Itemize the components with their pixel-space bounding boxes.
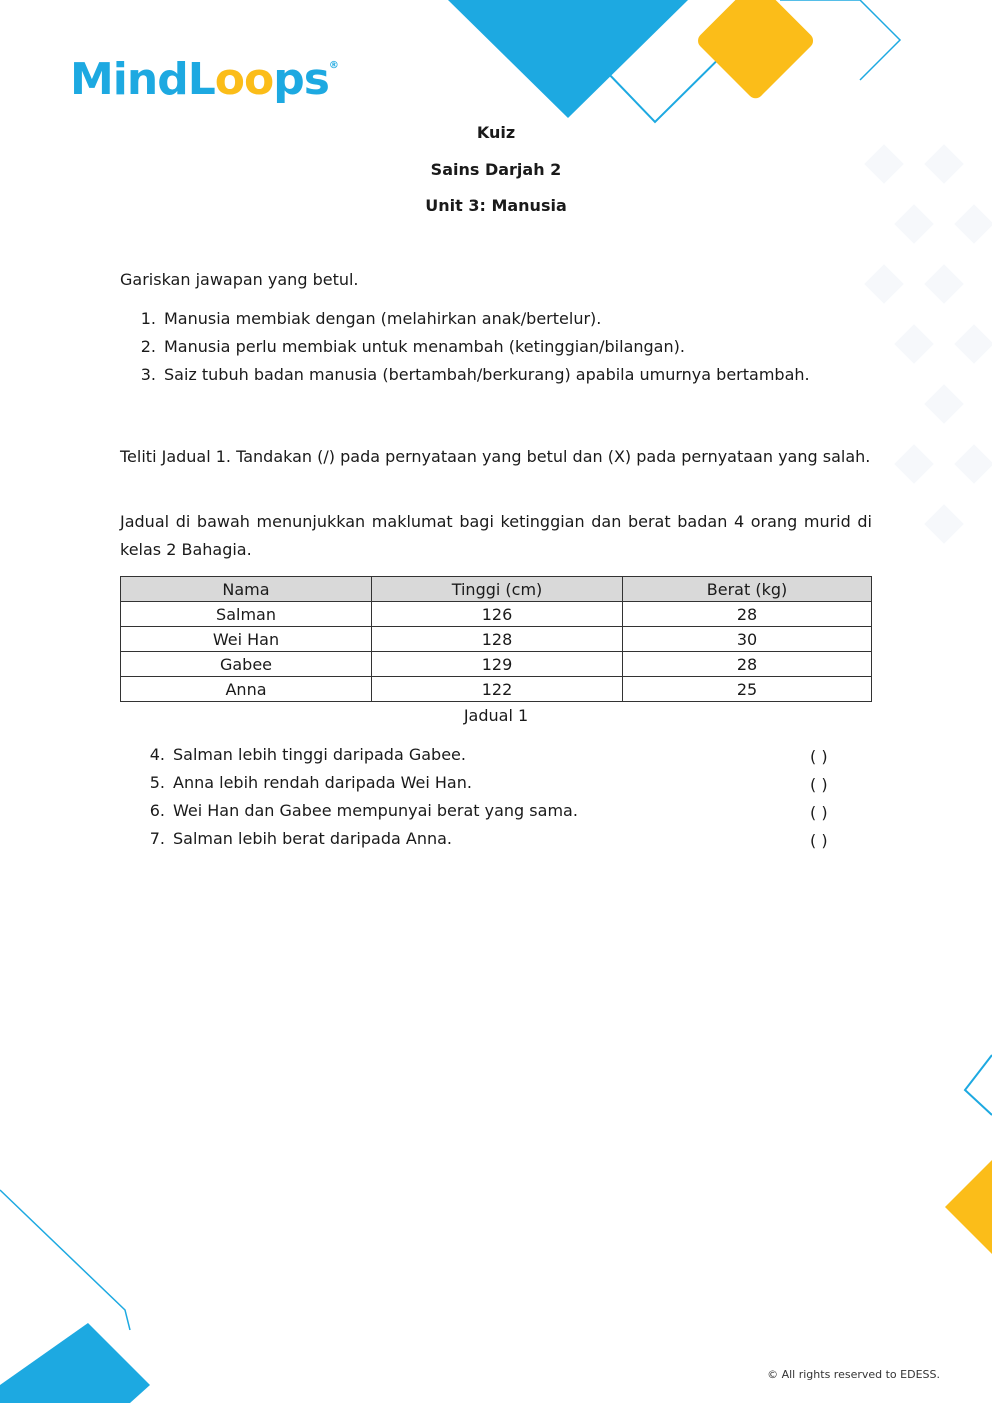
right-yellow-diamond (945, 1160, 992, 1254)
table-cell: 28 (623, 652, 872, 677)
top-blue-diamond (448, 0, 688, 118)
list-item: 1. Manusia membiak dengan (melahirkan anak/bertelur). (140, 309, 602, 328)
table-cell: 126 (372, 602, 623, 627)
data-table (120, 576, 872, 702)
table-cell: 122 (372, 677, 623, 702)
section2-instruction: Teliti Jadual 1. Tandakan (/) pada pernyataan yang betul dan (X) pada pernyataan yang salah. (120, 447, 871, 466)
mindloops-logo: MindLoops® (70, 54, 338, 105)
table-row (121, 652, 872, 677)
answer-box[interactable]: ( ) (810, 747, 828, 766)
list-item: 6. Wei Han dan Gabee mempunyai berat yang sama. (149, 801, 578, 820)
subject-title: Sains Darjah 2 (430, 160, 562, 179)
top-yellow-diamond (695, 0, 817, 102)
answer-box[interactable]: ( ) (810, 803, 828, 822)
list-item: 5. Anna lebih rendah daripada Wei Han. (149, 773, 472, 792)
copyright-footer: © All rights reserved to EDESS. (767, 1368, 940, 1381)
list-item: 4. Salman lebih tinggi daripada Gabee. (149, 745, 466, 764)
table-row (121, 677, 872, 702)
table-header-row (121, 577, 872, 602)
table-header: Nama (121, 577, 372, 602)
section1-instruction: Gariskan jawapan yang betul. (120, 270, 359, 289)
bottom-left-blue-diamond (0, 1323, 150, 1403)
list-item: 7. Salman lebih berat daripada Anna. (149, 829, 452, 848)
table-row (121, 602, 872, 627)
answer-box[interactable]: ( ) (810, 831, 828, 850)
right-outline-chevron (965, 1055, 992, 1115)
list-item: 3. Saiz tubuh badan manusia (bertambah/berkurang) apabila umurnya bertambah. (140, 365, 810, 384)
table-cell: 128 (372, 627, 623, 652)
list-item: 2. Manusia perlu membiak untuk menambah (ketinggian/bilangan). (140, 337, 685, 356)
table-cell: Anna (121, 677, 372, 702)
quiz-title: Kuiz (476, 123, 516, 142)
table-caption: Jadual 1 (463, 706, 529, 725)
answer-box[interactable]: ( ) (810, 775, 828, 794)
table-header: Tinggi (cm) (372, 577, 623, 602)
unit-title: Unit 3: Manusia (425, 196, 567, 215)
table-cell: Wei Han (121, 627, 372, 652)
table-cell: 129 (372, 652, 623, 677)
table-cell: 28 (623, 602, 872, 627)
table-cell: 30 (623, 627, 872, 652)
table-description: Jadual di bawah menunjukkan maklumat bagi ketinggian dan berat badan 4 orang murid di kelas 2 Bahagia. (120, 512, 872, 559)
table-header: Berat (kg) (623, 577, 872, 602)
bottom-left-outline (0, 1190, 130, 1330)
table-row (121, 627, 872, 652)
table-cell: 25 (623, 677, 872, 702)
table-cell: Gabee (121, 652, 372, 677)
table-cell: Salman (121, 602, 372, 627)
